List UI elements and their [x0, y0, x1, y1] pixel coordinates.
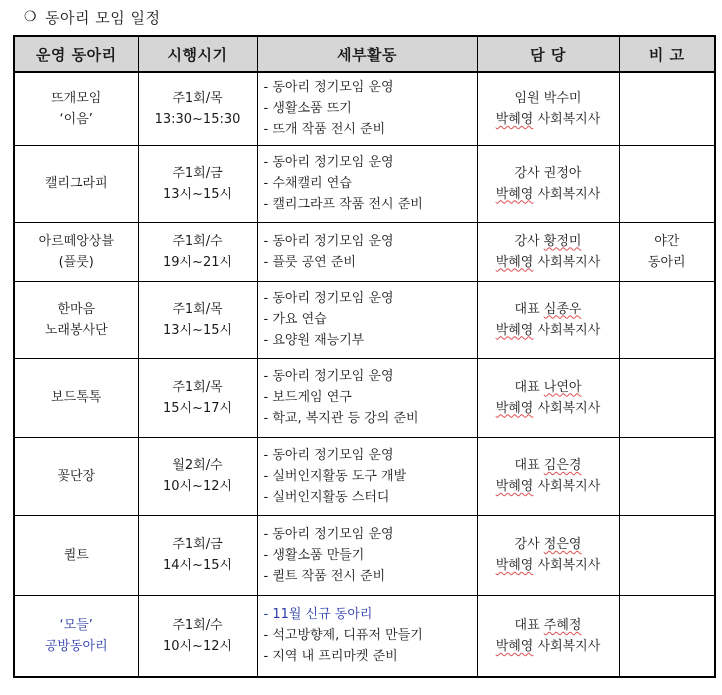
staff-cell — [477, 222, 619, 281]
staff-cell-line: 박혜영 사회복지사 — [495, 558, 601, 573]
table-row — [14, 515, 715, 595]
schedule-cell-line: 13시~15시 — [162, 322, 233, 338]
details-cell-line: - 동아리 정기모임 운영 — [263, 233, 394, 249]
circle-bullet-icon: ❍ — [24, 9, 38, 25]
note-cell — [619, 281, 715, 358]
header-schedule: 시행시기 — [138, 36, 257, 72]
staff-cell — [477, 281, 619, 358]
schedule-cell-line: 10시~12시 — [162, 638, 233, 654]
schedule-cell-line: 15시~17시 — [162, 400, 233, 416]
details-cell-line: - 동아리 정기모임 운영 — [263, 526, 394, 542]
club-name-cell-line: ‘이음’ — [59, 111, 93, 127]
club-name-cell-line: 캘리그라피 — [44, 176, 108, 191]
schedule-cell-line: 월2회/수 — [172, 458, 223, 473]
schedule-cell-line: 주1회/금 — [172, 165, 223, 181]
club-name-cell-line: 공방동아리 — [44, 638, 108, 654]
staff-cell-line: 대표 주혜정 — [514, 617, 582, 633]
details-cell-line: - 지역 내 프리마켓 준비 — [263, 649, 398, 665]
details-cell-line: - 수채캘리 연습 — [263, 176, 352, 191]
header-club: 운영 동아리 — [14, 36, 138, 72]
details-cell-line: - 실버인지활동 스터디 — [263, 489, 390, 505]
schedule-cell — [138, 281, 257, 358]
club-name-cell-line: 뜨개모임 — [51, 90, 102, 106]
section-title — [24, 6, 161, 28]
staff-cell-line: 박혜영 사회복지사 — [495, 400, 601, 416]
schedule-cell — [138, 595, 257, 677]
table-row — [14, 437, 715, 515]
schedule-cell — [138, 358, 257, 437]
table-row — [14, 72, 715, 145]
details-cell-line: - 동아리 정기모임 운영 — [263, 80, 394, 96]
club-name-cell — [14, 145, 138, 222]
header-details: 세부활동 — [257, 36, 477, 72]
club-name-cell — [14, 595, 138, 677]
schedule-cell-line: 주1회/목 — [172, 379, 223, 395]
note-cell — [619, 437, 715, 515]
note-cell-line: 야간 — [654, 233, 680, 249]
schedule-cell-line: 주1회/수 — [172, 233, 223, 249]
table-header-row — [14, 36, 715, 72]
schedule-cell-line: 주1회/목 — [172, 90, 223, 106]
note-cell — [619, 222, 715, 281]
schedule-cell-line: 13시~15시 — [162, 186, 233, 202]
club-name-cell-line: (플룻) — [58, 254, 94, 270]
note-cell — [619, 515, 715, 595]
details-cell-line: - 생활소품 만들기 — [263, 547, 365, 563]
staff-cell — [477, 358, 619, 437]
staff-cell-line: 강사 황정미 — [514, 233, 582, 249]
header-staff: 담 당 — [477, 36, 619, 72]
staff-cell — [477, 145, 619, 222]
club-name-cell-line: ‘모들’ — [59, 617, 93, 633]
staff-cell-line: 강사 권정아 — [514, 165, 582, 181]
details-cell-line: - 실버인지활동 도구 개발 — [263, 468, 407, 484]
details-cell — [257, 145, 477, 222]
note-cell — [619, 358, 715, 437]
schedule-cell-line: 10시~12시 — [162, 479, 233, 494]
details-cell-line: - 석고방향제, 디퓨저 만들기 — [263, 628, 423, 644]
schedule-cell — [138, 437, 257, 515]
staff-cell-line: 대표 김은경 — [514, 458, 582, 473]
note-cell-line: 동아리 — [647, 254, 686, 270]
club-name-cell — [14, 72, 138, 145]
table-row — [14, 358, 715, 437]
details-cell-line: - 가요 연습 — [263, 312, 327, 327]
staff-cell — [477, 595, 619, 677]
staff-cell-line: 박혜영 사회복지사 — [495, 322, 601, 338]
details-cell — [257, 281, 477, 358]
details-cell — [257, 222, 477, 281]
schedule-cell-line: 주1회/금 — [172, 537, 223, 552]
header-note: 비 고 — [619, 36, 715, 72]
details-cell — [257, 515, 477, 595]
club-name-cell — [14, 358, 138, 437]
club-name-cell-line: 아르떼앙상블 — [38, 233, 114, 249]
club-name-cell — [14, 515, 138, 595]
details-cell — [257, 437, 477, 515]
schedule-cell — [138, 515, 257, 595]
club-schedule-table — [13, 35, 716, 678]
note-cell — [619, 595, 715, 677]
section-title-text: 동아리 모임 일정 — [45, 8, 161, 27]
schedule-cell — [138, 145, 257, 222]
details-cell-line: - 학교, 복지관 등 강의 준비 — [263, 411, 419, 426]
club-name-cell-line: 퀼트 — [63, 547, 89, 563]
schedule-cell-line: 주1회/수 — [172, 617, 223, 633]
details-cell-line: - 동아리 정기모임 운영 — [263, 155, 394, 170]
details-cell-line: - 동아리 정기모임 운영 — [263, 447, 394, 463]
table-row — [14, 222, 715, 281]
details-cell-line: - 보드게임 연구 — [263, 390, 352, 405]
club-name-cell — [14, 437, 138, 515]
details-cell-line: - 퀼트 작품 전시 준비 — [263, 568, 386, 584]
schedule-cell-line: 13:30~15:30 — [154, 111, 241, 127]
club-name-cell-line: 한마음 — [57, 301, 96, 317]
staff-cell-line: 대표 나연아 — [514, 379, 582, 395]
schedule-cell — [138, 72, 257, 145]
staff-cell-line: 임원 박수미 — [514, 90, 582, 106]
details-cell-line: - 동아리 정기모임 운영 — [263, 369, 394, 384]
details-cell-line: - 동아리 정기모임 운영 — [263, 291, 394, 306]
schedule-cell-line: 주1회/목 — [172, 301, 223, 317]
details-cell — [257, 358, 477, 437]
note-cell — [619, 145, 715, 222]
staff-cell-line: 대표 심종우 — [514, 301, 582, 317]
staff-cell — [477, 515, 619, 595]
club-name-cell — [14, 281, 138, 358]
details-cell-line: - 생활소품 뜨기 — [263, 101, 352, 117]
table-row — [14, 595, 715, 677]
staff-cell — [477, 72, 619, 145]
details-cell-line: - 뜨개 작품 전시 준비 — [263, 122, 386, 138]
schedule-cell-line: 19시~21시 — [162, 254, 233, 270]
table-row — [14, 281, 715, 358]
staff-cell-line: 강사 정은영 — [514, 537, 582, 552]
club-name-cell-line: 꽃단장 — [57, 468, 96, 484]
details-cell-line: - 요양원 재능기부 — [263, 333, 365, 348]
staff-cell-line: 박혜영 사회복지사 — [495, 254, 601, 270]
staff-cell-line: 박혜영 사회복지사 — [495, 479, 601, 494]
details-cell-line: - 11월 신규 동아리 — [263, 607, 373, 623]
club-name-cell-line: 노래봉사단 — [44, 322, 108, 338]
club-name-cell-line: 보드톡톡 — [51, 390, 102, 405]
staff-cell-line: 박혜영 사회복지사 — [495, 111, 601, 127]
details-cell-line: - 캘리그라프 작품 전시 준비 — [263, 197, 423, 212]
staff-cell — [477, 437, 619, 515]
club-name-cell — [14, 222, 138, 281]
schedule-cell — [138, 222, 257, 281]
staff-cell-line: 박혜영 사회복지사 — [495, 186, 601, 202]
schedule-cell-line: 14시~15시 — [162, 558, 233, 573]
details-cell-line: - 플룻 공연 준비 — [263, 254, 356, 270]
details-cell — [257, 595, 477, 677]
staff-cell-line: 박혜영 사회복지사 — [495, 638, 601, 654]
note-cell — [619, 72, 715, 145]
table-row — [14, 145, 715, 222]
details-cell — [257, 72, 477, 145]
